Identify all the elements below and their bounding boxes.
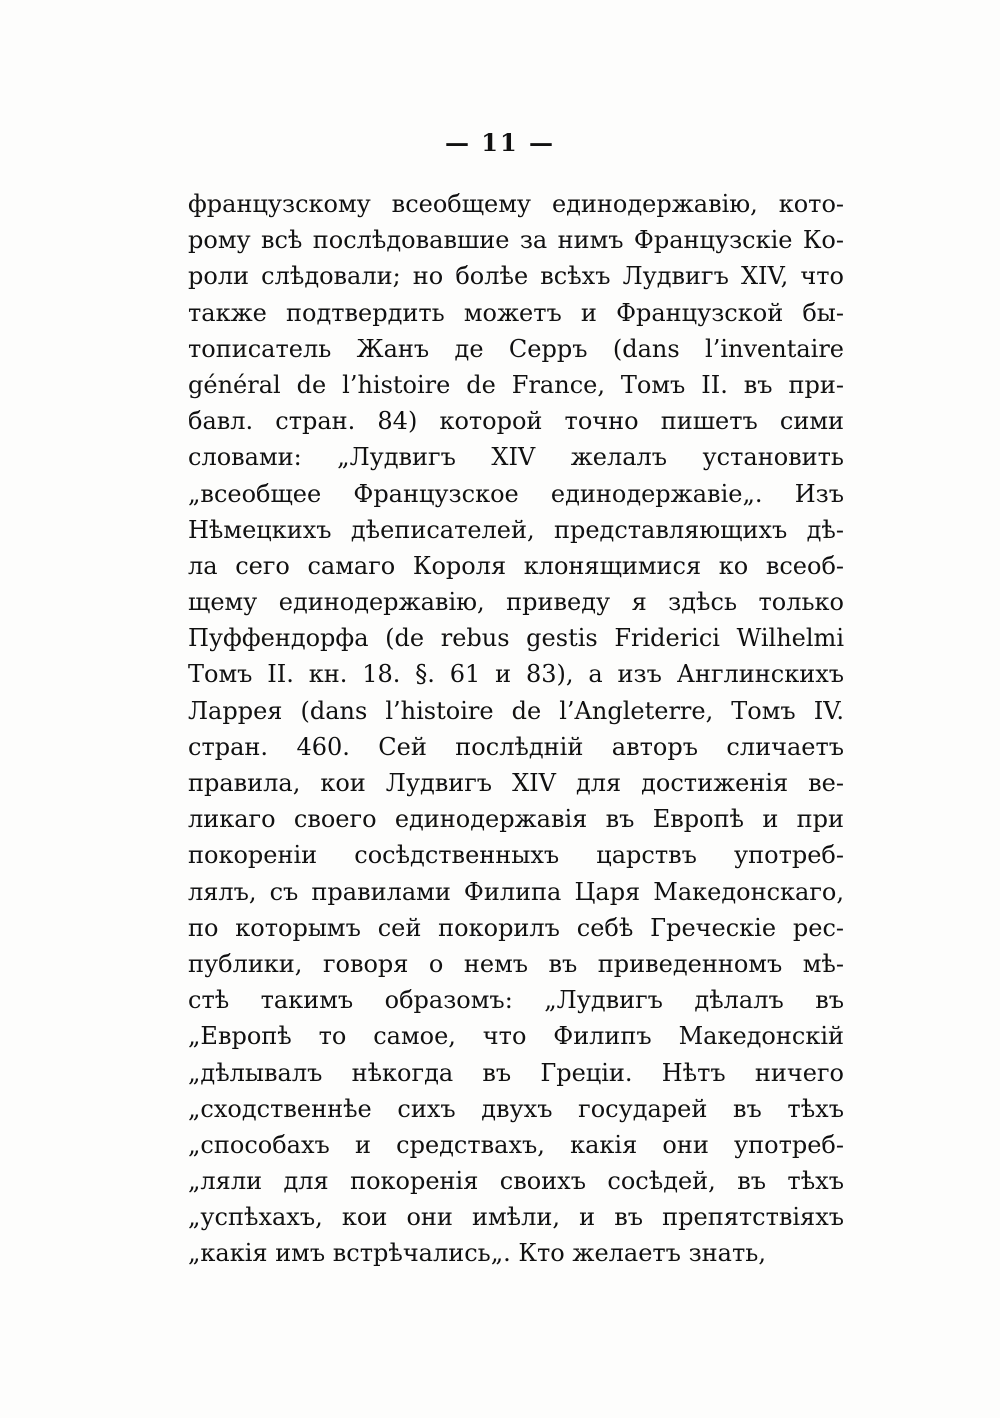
text-line: Ларрея (dans l’histoire de l’Angleterre, Томъ IV. [188, 696, 844, 725]
body-text [188, 186, 844, 1272]
text-line: бавл. стран. 84) которой точно пишетъ сими [188, 407, 844, 436]
text-line: „какія имъ встрѣчались„. Кто желаетъ знать, [188, 1239, 766, 1268]
text-line: лялъ, съ правилами Филипа Царя Македонскаго, [188, 877, 844, 906]
text-line: словами: „Лудвигъ XIV желалъ установить [188, 443, 844, 472]
text-line: рому всѣ послѣдовавшие за нимъ Французскіе Ко- [188, 226, 844, 255]
text-line: правила, кои Лудвигъ XIV для достиженія ве- [188, 769, 844, 797]
text-line: роли слѣдовали; но болѣе всѣхъ Лудвигъ XIV, что [188, 262, 844, 291]
text-line: „сходственнѣе сихъ двухъ государей въ тѣхъ [188, 1094, 844, 1123]
text-line: „успѣхахъ, кои они имѣли, и въ препятствіяхъ [188, 1203, 844, 1232]
text-line: Томъ II. кн. 18. §. 61 и 83), а изъ Англинскихъ [188, 660, 844, 689]
text-line: „способахъ и средствахъ, какія они употреб- [188, 1130, 844, 1159]
text-line: также подтвердить можетъ и Французской бы- [188, 298, 844, 327]
text-line: покореніи сосѣдственныхъ царствъ употреб- [188, 841, 844, 870]
text-line: Нѣмецкихъ дѣеписателей, представляющихъ дѣ- [188, 515, 844, 544]
text-line: ликаго своего единодержавія въ Европѣ и при [188, 805, 844, 834]
text-line: „Европѣ то самое, что Филипъ Македонскій [188, 1022, 844, 1051]
text-line: тописатель Жанъ де Серръ (dans l’inventaire [188, 334, 844, 363]
text-line: „ляли для покоренія своихъ сосѣдей, въ тѣхъ [188, 1167, 844, 1196]
text-line: щему единодержавію, приведу я здѣсь только [188, 588, 844, 617]
text-line: стѣ такимъ образомъ: „Лудвигъ дѣлалъ въ [188, 986, 844, 1015]
text-line: „всеобщее Французское единодержавіе„. Изъ [188, 479, 844, 508]
text-line: général de l’histoire de France, Томъ II. въ при- [188, 370, 844, 399]
text-line: стран. 460. Сей послѣдній авторъ сличаетъ [188, 732, 844, 761]
text-line: публики, говоря о немъ въ приведенномъ мѣ- [188, 949, 844, 978]
text-line: французскому всеобщему единодержавію, кото- [188, 190, 844, 218]
text-line: ла сего самаго Короля клонящимися ко всеоб- [188, 551, 844, 580]
text-line: по которымъ сей покорилъ себѣ Греческіе рес- [188, 913, 844, 942]
text-line: Пуффендорфа (de rebus gestis Friderici Wilhelmi [188, 624, 844, 653]
page-number-header: — 11 — [444, 128, 556, 157]
text-line: „дѣлывалъ нѣкогда въ Греціи. Нѣтъ ничего [188, 1058, 844, 1087]
